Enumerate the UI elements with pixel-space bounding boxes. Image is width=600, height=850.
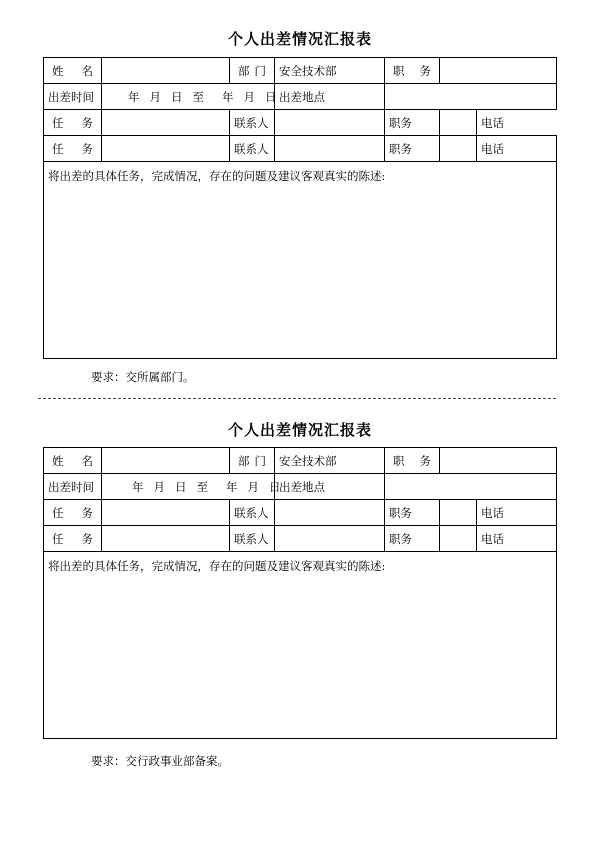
phone-label: 电话 bbox=[477, 136, 557, 162]
phone-label: 电话 bbox=[477, 526, 557, 552]
task-label: 任 务 bbox=[44, 110, 102, 136]
contact-position-field[interactable] bbox=[440, 500, 477, 526]
phone-label: 电话 bbox=[477, 110, 557, 136]
contact-position-field[interactable] bbox=[440, 526, 477, 552]
contact-label: 联系人 bbox=[230, 136, 275, 162]
contact-field[interactable] bbox=[275, 500, 385, 526]
position-label: 职 务 bbox=[385, 58, 440, 84]
description-area[interactable] bbox=[44, 162, 557, 359]
task-field[interactable] bbox=[102, 526, 230, 552]
trip-time-label: 出差时间 bbox=[44, 474, 102, 500]
contact-label: 联系人 bbox=[230, 526, 275, 552]
department-label: 部 门 bbox=[230, 58, 275, 84]
contact-position-label: 职务 bbox=[385, 500, 440, 526]
trip-place-field[interactable] bbox=[385, 84, 557, 110]
contact-position-label: 职务 bbox=[385, 526, 440, 552]
contact-position-field[interactable] bbox=[440, 110, 477, 136]
form-title: 个人出差情况汇报表 bbox=[227, 421, 372, 439]
trip-place-label: 出差地点 bbox=[275, 474, 385, 500]
contact-field[interactable] bbox=[275, 110, 385, 136]
position-field[interactable] bbox=[440, 58, 557, 84]
contact-position-label: 职务 bbox=[385, 136, 440, 162]
form-title: 个人出差情况汇报表 bbox=[227, 30, 372, 48]
name-field[interactable] bbox=[102, 448, 230, 474]
department-label: 部 门 bbox=[230, 448, 275, 474]
description-prompt: 将出差的具体任务，完成情况，存在的问题及建议客观真实的陈述: bbox=[48, 169, 386, 183]
task-label: 任 务 bbox=[44, 136, 102, 162]
trip-place-field[interactable] bbox=[385, 474, 557, 500]
contact-field[interactable] bbox=[275, 526, 385, 552]
description-area[interactable] bbox=[44, 552, 557, 739]
department-value[interactable]: 安全技术部 bbox=[275, 448, 385, 474]
report-table bbox=[43, 447, 557, 739]
trip-place-label: 出差地点 bbox=[275, 84, 385, 110]
position-label: 职 务 bbox=[385, 448, 440, 474]
phone-label: 电话 bbox=[477, 500, 557, 526]
name-label: 姓 名 bbox=[44, 448, 102, 474]
contact-field[interactable] bbox=[275, 136, 385, 162]
department-value[interactable]: 安全技术部 bbox=[275, 58, 385, 84]
name-field[interactable] bbox=[102, 58, 230, 84]
task-field[interactable] bbox=[102, 110, 230, 136]
contact-label: 联系人 bbox=[230, 110, 275, 136]
contact-position-field[interactable] bbox=[440, 136, 477, 162]
trip-date-range[interactable]: 年 月 日 至 年 月 日 bbox=[102, 84, 275, 110]
task-label: 任 务 bbox=[44, 500, 102, 526]
submission-note: 要求：交行政事业部备案。 bbox=[91, 754, 229, 768]
submission-note: 要求：交所属部门。 bbox=[91, 370, 195, 384]
task-field[interactable] bbox=[102, 500, 230, 526]
name-label: 姓 名 bbox=[44, 58, 102, 84]
trip-date-range[interactable]: 年 月 日 至 年 月 日 bbox=[102, 474, 275, 500]
contact-label: 联系人 bbox=[230, 500, 275, 526]
task-label: 任 务 bbox=[44, 526, 102, 552]
cut-line bbox=[38, 398, 556, 399]
position-field[interactable] bbox=[440, 448, 557, 474]
contact-position-label: 职务 bbox=[385, 110, 440, 136]
task-field[interactable] bbox=[102, 136, 230, 162]
report-table bbox=[43, 57, 557, 359]
description-prompt: 将出差的具体任务，完成情况，存在的问题及建议客观真实的陈述: bbox=[48, 559, 386, 573]
trip-time-label: 出差时间 bbox=[44, 84, 102, 110]
